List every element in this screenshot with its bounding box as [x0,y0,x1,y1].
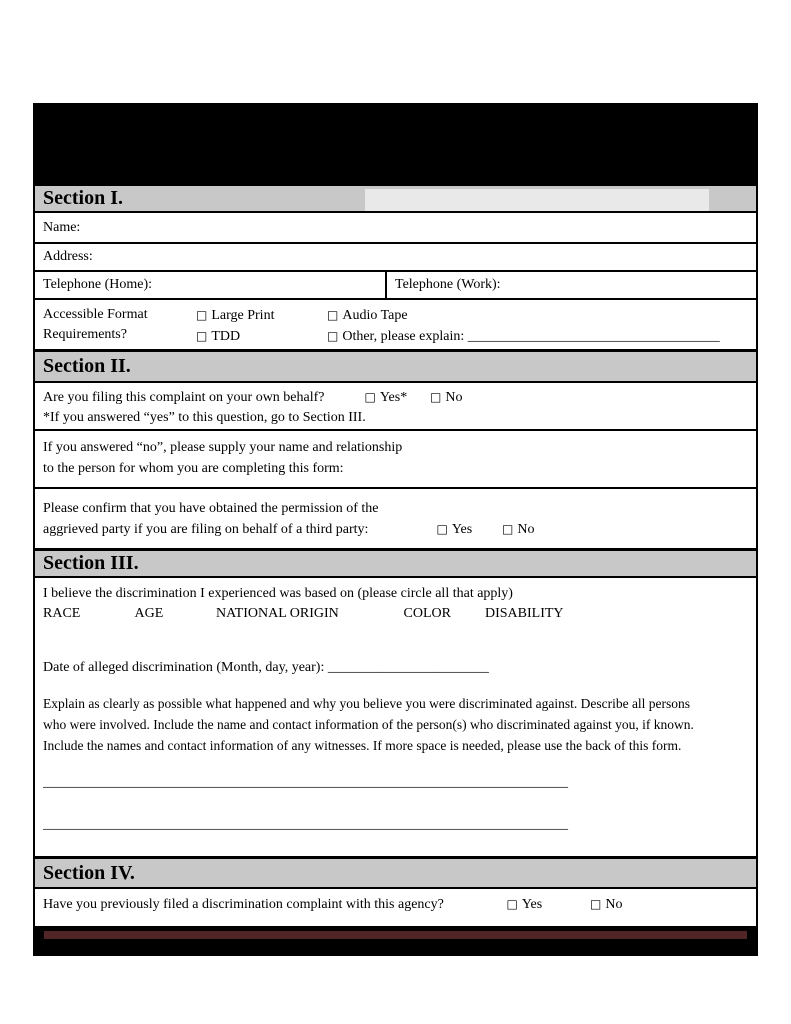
own-behalf-question: Are you filing this complaint on your own behalf? [43,390,325,405]
other-explain-blank[interactable]: ____________________________________ [467,329,720,344]
explain-line2: who were involved. Include the name and contact information of the person(s) who discriminated against you, if known. [43,717,694,732]
write-in-line-1[interactable]: ___________________________________________________________________________ [43,775,568,790]
form-header-bar [35,103,756,183]
previously-filed-row [35,889,756,926]
permission-row [35,487,756,548]
date-of-discrimination-blank[interactable]: _______________________ [327,660,489,675]
previously-filed-yes-checkbox[interactable] [507,897,587,913]
footer-accent-stripe [44,931,747,939]
own-behalf-yes-checkbox[interactable] [365,387,427,408]
large-print-checkbox[interactable] [196,305,327,326]
checkbox-icon[interactable]: □ [327,329,339,343]
checkbox-icon[interactable]: □ [364,390,376,404]
date-of-discrimination-label: Date of alleged discrimination (Month, day, year): [43,660,325,675]
explain-line1: Explain as clearly as possible what happened and why you believe you were discriminated against. Describe all persons [43,696,691,711]
address-label: Address: [43,249,93,264]
no-label: No [517,522,535,537]
section4-header [35,856,756,889]
yes-label: Yes* [379,390,408,405]
section3-title: Section III. [43,552,139,574]
checkbox-icon[interactable]: □ [506,897,518,911]
accessible-format-col2 [196,305,327,347]
option-race[interactable]: RACE [43,606,81,621]
address-field-row[interactable] [35,242,756,270]
checkbox-icon[interactable]: □ [502,522,514,536]
accessible-format-row [35,298,756,349]
explain-line3: Include the names and contact information of any witnesses. If more space is needed, please use the back of this form. [43,738,682,753]
own-behalf-note: *If you answered “yes” to this question, go to Section III. [43,410,366,425]
telephone-home-field[interactable] [35,272,387,298]
audio-tape-label: Audio Tape [342,308,408,323]
own-behalf-no-checkbox[interactable] [430,387,462,408]
no-label: No [445,390,463,405]
permission-no-checkbox[interactable] [502,519,534,540]
form-footer-bar [35,926,756,956]
large-print-label: Large Print [211,308,275,323]
section1-title: Section I. [43,187,123,209]
section1-highlight-box [365,189,709,211]
section3-header [35,548,756,578]
checkbox-icon[interactable]: □ [430,390,442,404]
tdd-label: TDD [211,329,241,344]
tdd-checkbox[interactable] [196,326,327,347]
yes-label: Yes [521,897,543,912]
discrimination-basis-intro: I believe the discrimination I experienced was based on (please circle all that apply) [43,586,513,601]
permission-line2: aggrieved party if you are filing on behalf of a third party: [43,522,369,537]
name-relationship-line2: to the person for whom you are completing this form: [43,461,344,476]
option-age[interactable]: AGE [134,606,164,621]
option-national-origin[interactable]: NATIONAL ORIGIN [216,606,339,621]
write-in-line-2[interactable]: ___________________________________________________________________________ [43,817,568,832]
section2-title: Section II. [43,355,131,377]
checkbox-icon[interactable]: □ [590,897,602,911]
telephone-work-label: Telephone (Work): [395,277,501,292]
permission-line1: Please confirm that you have obtained the permission of the [43,501,379,516]
section2-header [35,349,756,383]
own-behalf-question-row [35,383,756,429]
yes-label: Yes [451,522,473,537]
section4-title: Section IV. [43,861,135,884]
section1-header [35,183,756,213]
complaint-form [33,103,758,956]
name-relationship-row[interactable] [35,429,756,487]
name-relationship-line1: If you answered “no”, please supply your name and relationship [43,440,403,455]
name-field-row[interactable] [35,213,756,242]
audio-tape-checkbox[interactable] [327,305,748,326]
telephone-work-field[interactable] [387,272,756,298]
option-disability[interactable]: DISABILITY [485,606,564,621]
other-label: Other, please explain: [342,329,465,344]
explain-instructions [43,693,748,756]
previously-filed-question: Have you previously filed a discrimination complaint with this agency? [43,897,444,912]
permission-yes-checkbox[interactable] [437,519,499,540]
checkbox-icon[interactable]: □ [327,308,339,322]
discrimination-basis-options [43,604,748,624]
previously-filed-no-checkbox[interactable] [590,897,622,913]
checkbox-icon[interactable]: □ [196,308,208,322]
name-label: Name: [43,219,81,235]
section3-body [35,578,756,856]
accessible-format-label: Accessible Format Requirements? [43,307,148,342]
accessible-format-col3 [327,305,748,347]
checkbox-icon[interactable]: □ [196,329,208,343]
no-label: No [605,897,623,912]
option-color[interactable]: COLOR [403,606,451,621]
checkbox-icon[interactable]: □ [436,522,448,536]
telephone-row [35,270,756,298]
telephone-home-label: Telephone (Home): [43,277,153,292]
other-checkbox[interactable] [327,326,748,347]
